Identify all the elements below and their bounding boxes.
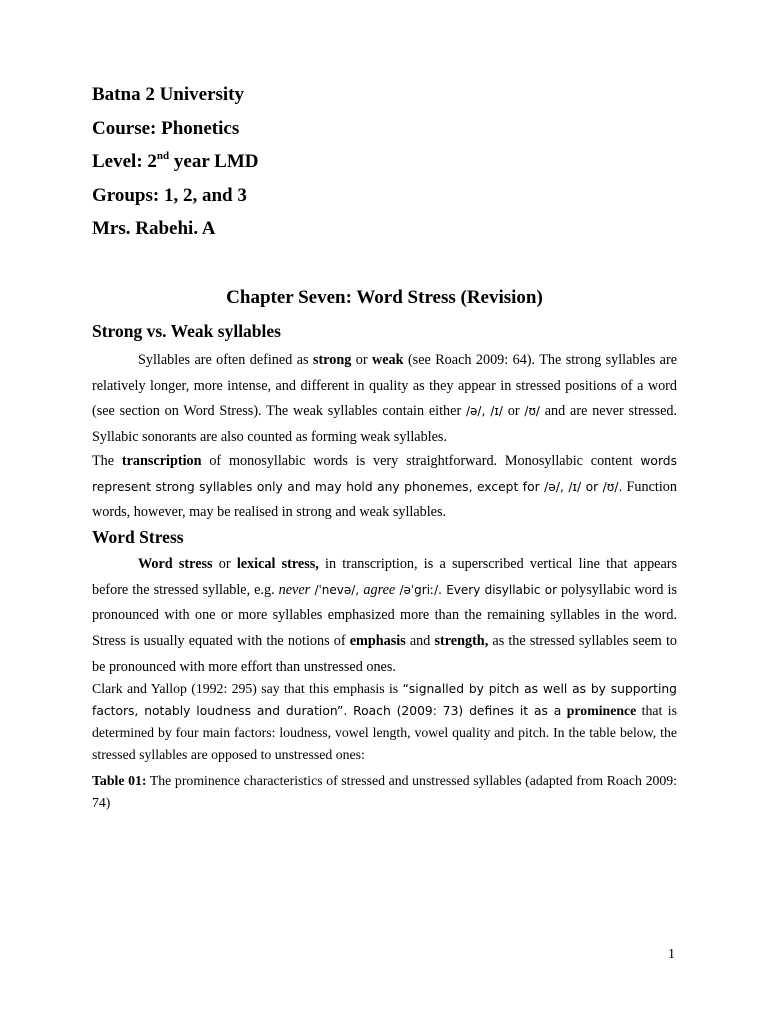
- document-page: [92, 84, 678, 810]
- bold-term-emphasis: emphasis: [349, 633, 406, 650]
- ipa-transcription: /əˈgriː/. Every disyllabic or: [395, 582, 558, 597]
- text-run: Clark and Yallop (1992: 295) say that this emphasis is: [92, 681, 403, 696]
- level-line: [92, 151, 677, 185]
- sans-quote-run: “signalled by pitch as well as by supporting factors, notably loudness and duration”. Roach (2009: 73) defines it as a: [92, 682, 677, 718]
- ipa-symbols: /ʊ/: [524, 404, 540, 419]
- sans-text-run: words represent strong syllables only and may hold any phonemes, except for /ə/, /ɪ/ or /ʊ/.: [92, 454, 677, 494]
- text-run: or: [212, 556, 237, 572]
- bold-term-strength: strength,: [434, 633, 489, 650]
- paragraph-word-stress: [92, 552, 677, 681]
- text-run: polysyllabic word is pronounced with one or more syllables emphasized more than the remaining syllables in the word. Stress is usually equated with the notions of: [92, 581, 677, 650]
- text-run: of monosyllabic words is very straightforward. Monosyllabic content: [201, 453, 633, 469]
- section-heading-syllables: Strong vs. Weak syllables: [92, 321, 281, 341]
- page-number: 1: [668, 947, 675, 962]
- bold-term-prominence: prominence: [561, 703, 637, 718]
- level-superscript: nd: [156, 150, 170, 162]
- ipa-symbols: /ə/, /ɪ/: [466, 404, 503, 419]
- ipa-transcription: /ˈnevə/,: [310, 582, 364, 597]
- italic-example-never: never: [278, 581, 311, 598]
- paragraph-syllables: [92, 348, 677, 451]
- text-run: Function words, however, may be realised in strong and weak syllables.: [92, 478, 677, 521]
- text-run: in transcription, is a superscribed vertical line that appears before the stressed syllable, e.g.: [92, 556, 677, 598]
- text-run: and: [405, 633, 435, 650]
- level-prefix: Level: 2: [92, 151, 157, 172]
- level-suffix: year LMD: [169, 151, 259, 172]
- text-run: and are never stressed. Syllabic sonorants are also counted as forming weak syllables.: [92, 403, 678, 446]
- text-run: (see Roach 2009: 64). The strong syllables are relatively longer, more intense, and different in quality as they appear in stressed positions of a word (see section on Word Stress). The weak syllables contain either: [92, 352, 677, 420]
- table-caption: [92, 770, 677, 814]
- paragraph-prominence: [92, 678, 677, 766]
- bold-term-strong: strong: [312, 352, 352, 368]
- groups-line: Groups: 1, 2, and 3: [92, 184, 247, 206]
- text-run: that is determined by four main factors: loudness, vowel length, vowel quality and pitch. In the table below, the stressed syllables are opposed to unstressed ones:: [92, 703, 677, 762]
- university-name: Batna 2 University: [92, 84, 244, 105]
- table-caption-label: Table 01:: [92, 773, 147, 788]
- chapter-title: Chapter Seven: Word Stress (Revision): [226, 287, 543, 308]
- text-run: The: [92, 453, 122, 469]
- bold-term-weak: weak: [372, 352, 404, 368]
- text-run: or: [502, 403, 525, 420]
- italic-example-agree: agree: [363, 581, 396, 598]
- bold-term-transcription: transcription: [121, 453, 202, 469]
- paragraph-transcription: [92, 449, 677, 526]
- text-run: or: [351, 352, 372, 368]
- teacher-line: Mrs. Rabehi. A: [92, 218, 216, 239]
- text-run: as the stressed syllables seem to be pronounced with more effort than unstressed ones.: [92, 633, 677, 675]
- text-run: Syllables are often defined as: [138, 352, 313, 368]
- section-heading-word-stress: Word Stress: [92, 527, 184, 547]
- table-caption-text: The prominence characteristics of stressed and unstressed syllables (adapted from Roach 2009: 74): [92, 773, 677, 810]
- bold-term-word-stress: Word stress: [138, 556, 213, 572]
- course-line: Course: Phonetics: [92, 117, 240, 139]
- bold-term-lexical-stress: lexical stress,: [236, 556, 319, 572]
